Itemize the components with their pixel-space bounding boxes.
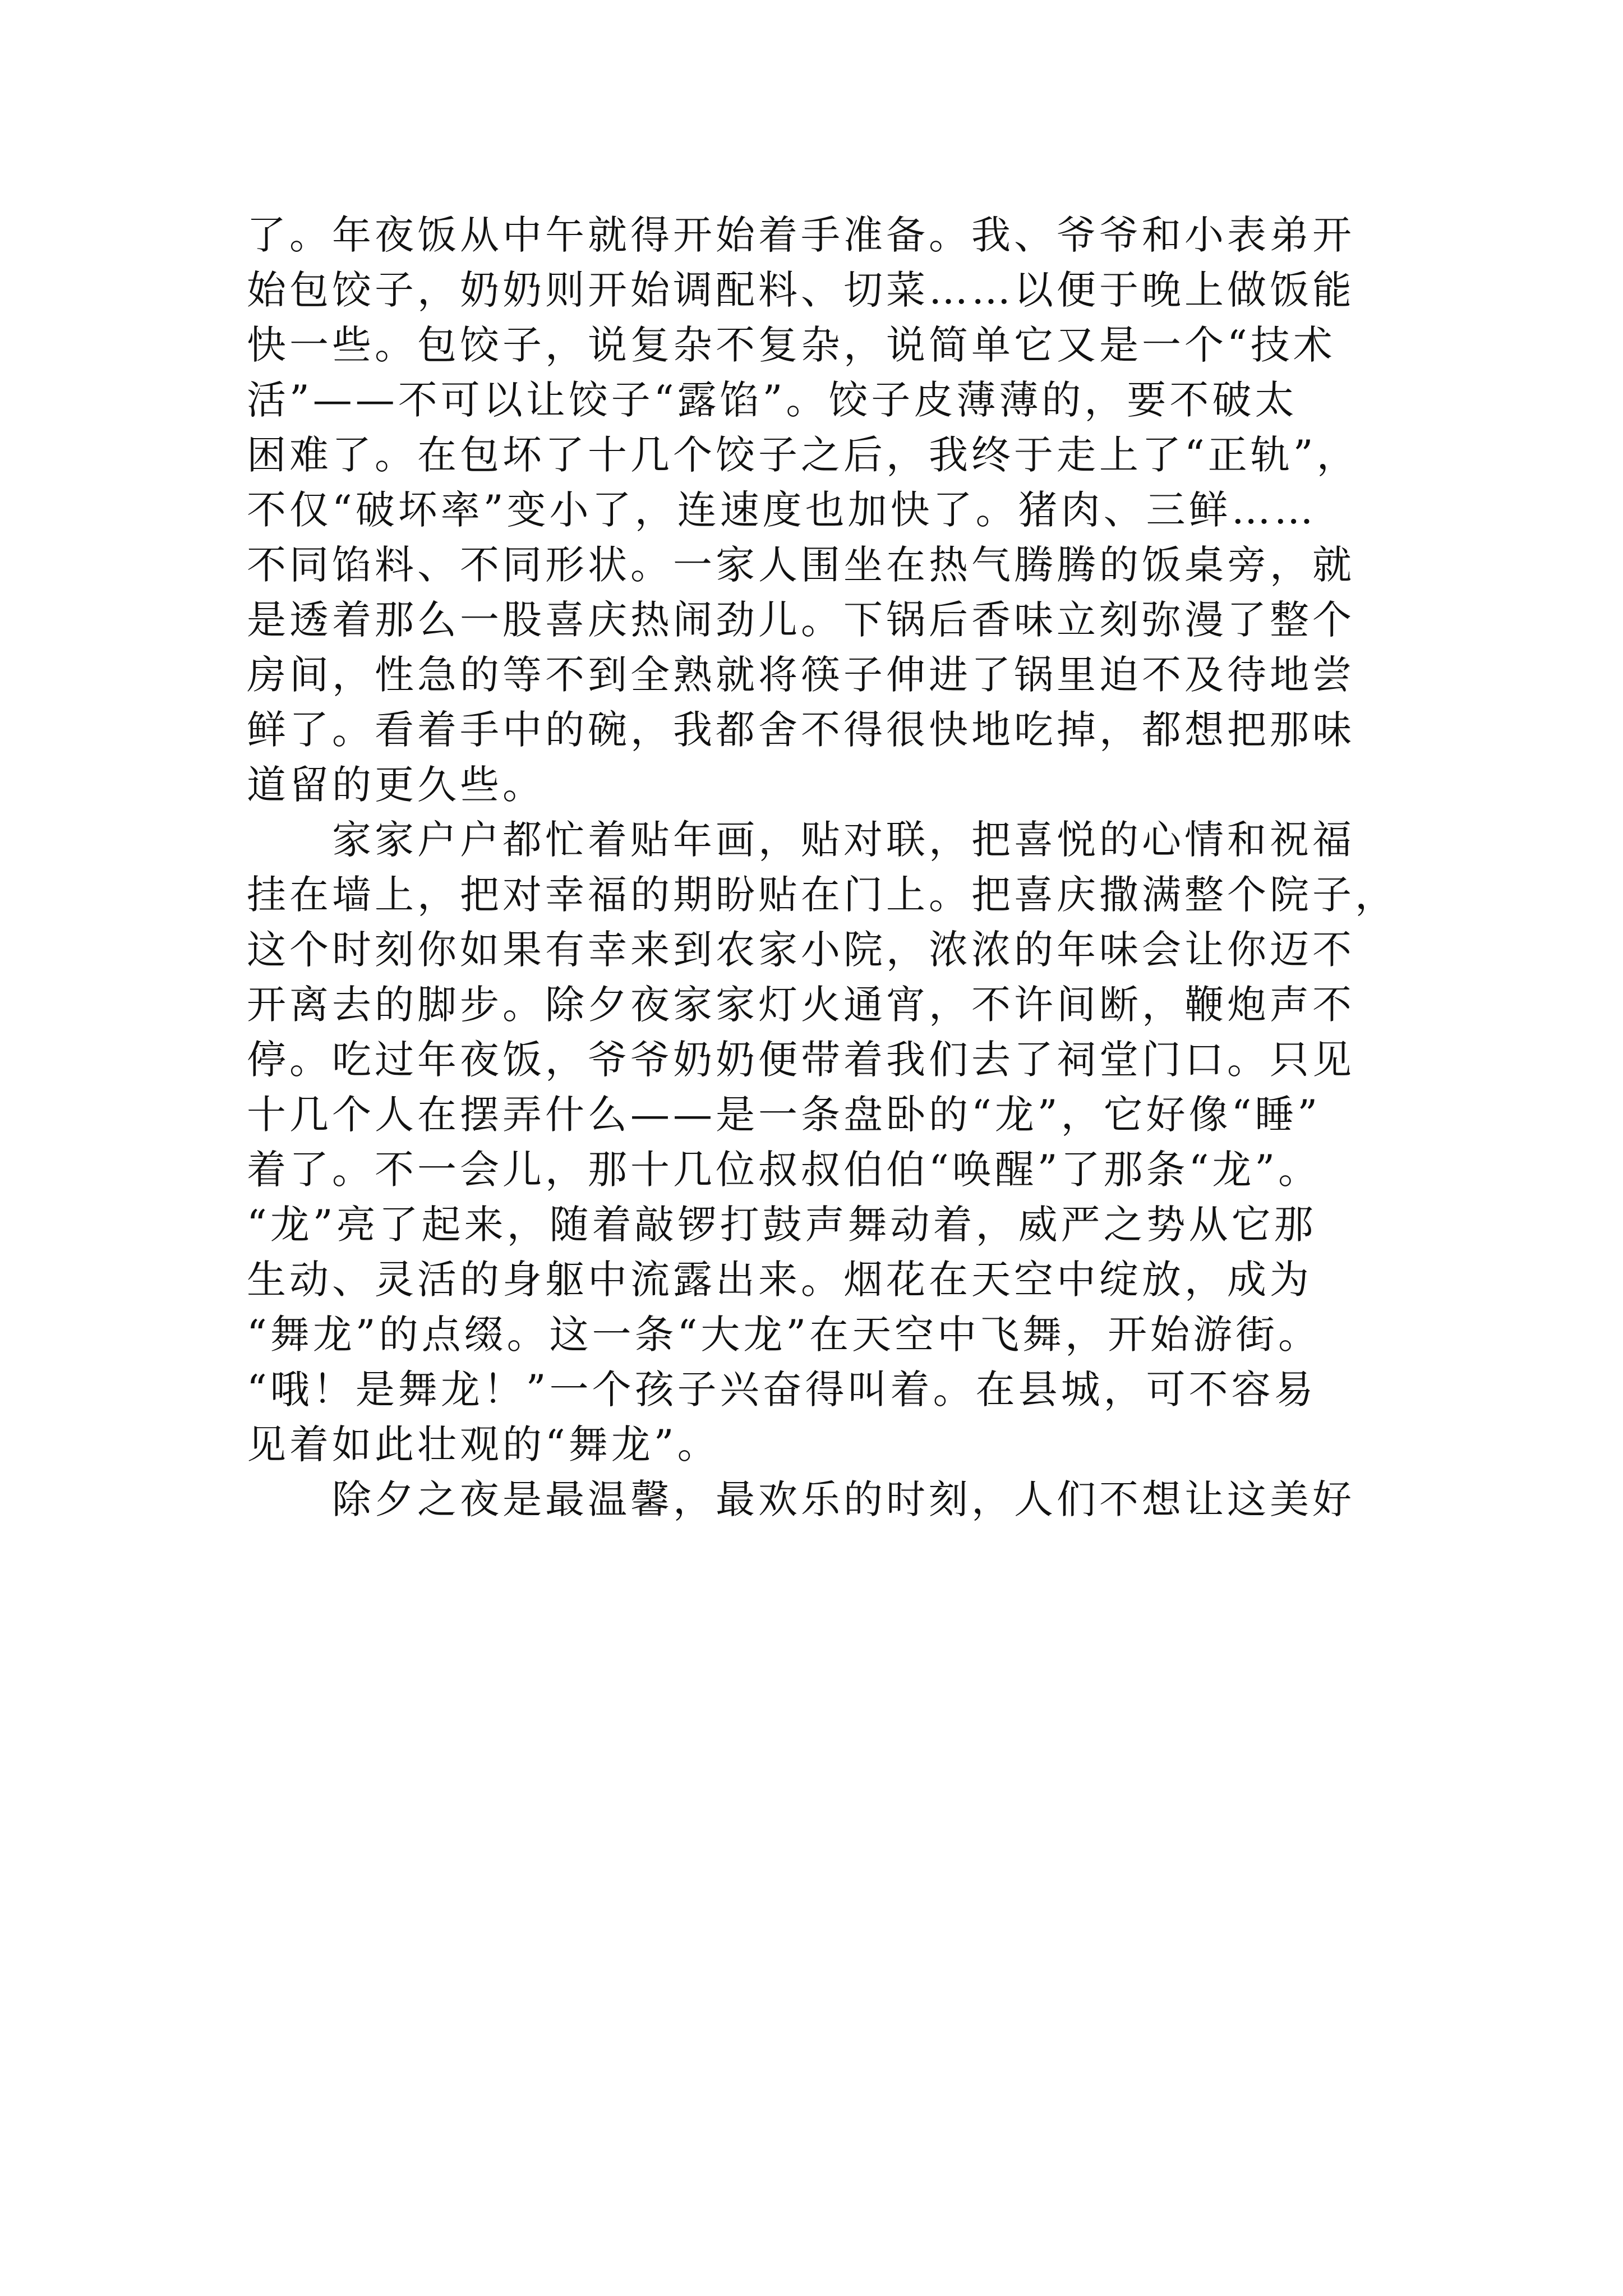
text-line: 了。年夜饭从中午就得开始着手准备。我、爷爷和小表弟开: [247, 212, 1355, 258]
text-line: 活”——不可以让饺子“露馅”。饺子皮薄薄的，要不破太: [247, 377, 1298, 423]
text-line: 开离去的脚步。除夕夜家家灯火通宵，不许间断，鞭炮声不: [247, 982, 1355, 1028]
text-line: 道留的更久些。: [247, 762, 545, 808]
text-line: 始包饺子，奶奶则开始调配料、切菜……以便于晚上做饭能: [247, 267, 1355, 313]
text-line: 除夕之夜是最温馨，最欢乐的时刻，人们不想让这美好: [247, 1476, 1355, 1522]
text-line: “舞龙”的点缀。这一条“大龙”在天空中飞舞，开始游街。: [247, 1312, 1321, 1358]
text-line: 快一些。包饺子，说复杂不复杂，说简单它又是一个“技术: [247, 322, 1336, 368]
text-line: “龙”亮了起来，随着敲锣打鼓声舞动着，威严之势从它那: [247, 1202, 1317, 1248]
text-line: 不同馅料、不同形状。一家人围坐在热气腾腾的饭桌旁，就: [247, 542, 1355, 588]
text-line: 这个时刻你如果有幸来到农家小院，浓浓的年味会让你迈不: [247, 927, 1355, 973]
text-line: 不仅“破坏率”变小了，连速度也加快了。猪肉、三鲜……: [247, 487, 1317, 533]
text-line: 停。吃过年夜饭，爷爷奶奶便带着我们去了祠堂门口。只见: [247, 1037, 1355, 1083]
text-line: 房间，性急的等不到全熟就将筷子伸进了锅里迫不及待地尝: [247, 652, 1355, 698]
text-line: 见着如此壮观的“舞龙”。: [247, 1421, 720, 1467]
text-line: 家家户户都忙着贴年画，贴对联，把喜悦的心情和祝福: [247, 817, 1355, 863]
body-text: [247, 208, 1398, 1527]
text-line: 是透着那么一股喜庆热闹劲儿。下锅后香味立刻弥漫了整个: [247, 597, 1355, 643]
text-line: 着了。不一会儿，那十几位叔叔伯伯“唤醒”了那条“龙”。: [247, 1147, 1321, 1193]
text-line: 困难了。在包坏了十几个饺子之后，我终于走上了“正轨”，: [247, 432, 1359, 478]
text-line: “哦！是舞龙！”一个孩子兴奋得叫着。在县城，可不容易: [247, 1366, 1317, 1412]
text-line: 鲜了。看着手中的碗，我都舍不得很快地吃掉，都想把那味: [247, 707, 1355, 753]
text-line: 生动、灵活的身躯中流露出来。烟花在天空中绽放，成为: [247, 1257, 1312, 1303]
text-line: 挂在墙上，把对幸福的期盼贴在门上。把喜庆撒满整个院子，: [247, 872, 1398, 918]
text-line: 十几个人在摆弄什么——是一条盘卧的“龙”，它好像“睡”: [247, 1092, 1321, 1138]
